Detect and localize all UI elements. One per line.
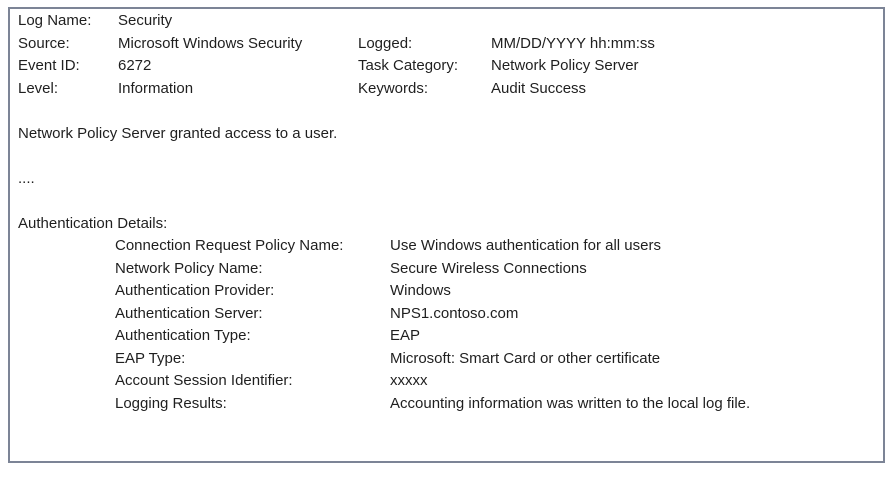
detail-label: Connection Request Policy Name: [115,237,344,254]
field-value: Audit Success [491,79,587,97]
field-value [491,10,873,33]
field-label: Event ID: [18,57,80,74]
detail-label: Account Session Identifier: [115,372,293,389]
field-label: Keywords: [358,79,429,97]
truncation-ellipsis: .... [18,169,35,187]
detail-row [18,303,873,326]
event-log-panel [8,7,885,463]
detail-row [18,280,873,303]
detail-row [18,258,873,281]
event-header-fields [18,10,873,100]
detail-value: Accounting information was written to the local log file. [390,394,751,412]
authentication-details-list [18,235,873,415]
field-label: Source: [18,34,70,52]
header-row [18,33,873,56]
detail-row [18,393,873,416]
section-title-authentication-details: Authentication Details: [18,214,168,232]
detail-value: Use Windows authentication for all users [390,237,661,254]
detail-row [18,325,873,348]
detail-value: xxxxx [390,372,428,389]
detail-label: Authentication Type: [115,327,251,344]
header-row [18,55,873,78]
field-label: Task Category: [358,57,459,74]
blank-line [18,145,873,168]
detail-value: Windows [390,282,451,299]
header-row [18,78,873,101]
detail-row [18,348,873,371]
field-label: Log Name: [18,12,92,29]
field-value: Microsoft Windows Security [118,34,303,52]
detail-label: EAP Type: [115,349,186,367]
field-label [358,10,491,33]
field-value: Information [118,79,194,97]
blank-line [18,100,873,123]
detail-row [18,370,873,393]
detail-label: Authentication Provider: [115,282,275,299]
detail-label: Authentication Server: [115,304,263,322]
blank-line [18,190,873,213]
detail-label: Logging Results: [115,394,227,412]
detail-label: Network Policy Name: [115,259,263,277]
header-row [18,10,873,33]
detail-value: EAP [390,327,421,344]
detail-value: Secure Wireless Connections [390,259,587,277]
field-value: 6272 [118,57,152,74]
field-value: MM/DD/YYYY hh:mm:ss [491,34,655,52]
field-label: Level: [18,79,59,97]
detail-value: NPS1.contoso.com [390,304,519,322]
field-label: Logged: [358,34,413,52]
detail-row [18,235,873,258]
detail-value: Microsoft: Smart Card or other certificate [390,349,661,367]
event-description: Network Policy Server granted access to a user. [18,124,338,142]
field-value: Security [118,12,173,29]
field-value: Network Policy Server [491,57,639,74]
